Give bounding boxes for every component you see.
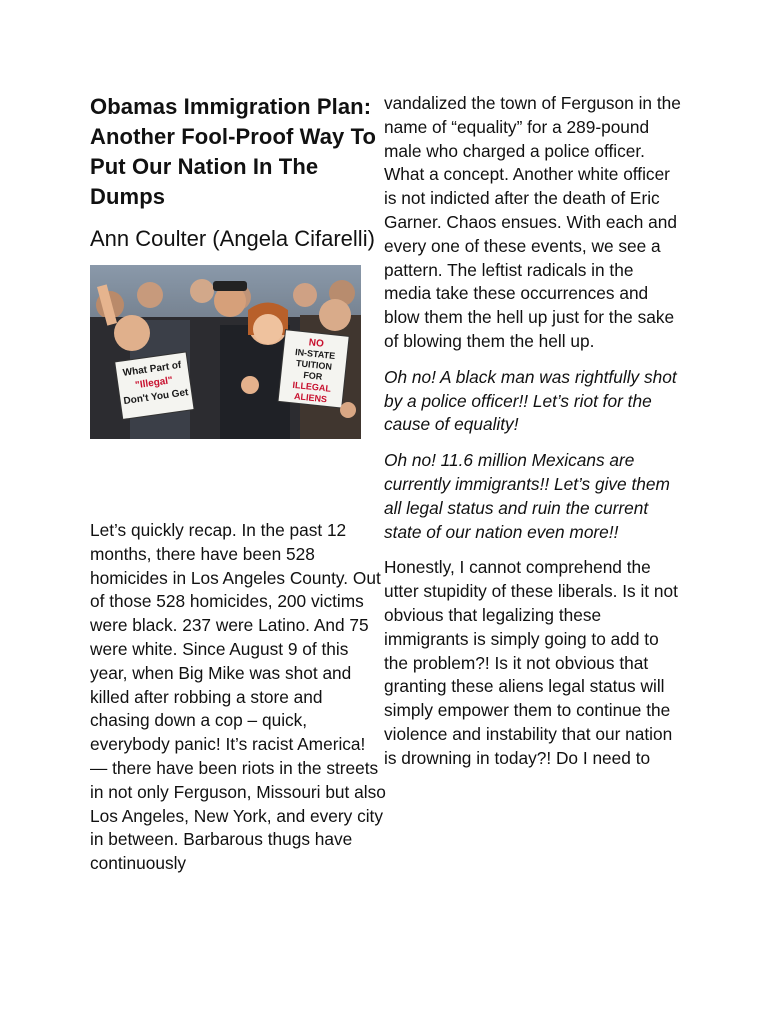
right-sign-line-1: NO — [308, 337, 325, 350]
left-sign-line-1: What Part of — [122, 359, 183, 379]
left-column-body — [90, 519, 386, 876]
right-sign-line-4: FOR — [302, 369, 323, 382]
protest-photo — [90, 265, 361, 439]
right-paragraph-4: Honestly, I cannot comprehend the utter stupidity of these liberals. Is it not obvious that legalizing these immigrants is simply going to add to the problem?! Is it not obvious that granting these aliens legal status will simply empower them to continue the violence and instability that our nation is drowning in today?! Do I need to — [384, 557, 678, 768]
right-paragraph-3-italic: Oh no! 11.6 million Mexicans are currently immigrants!! Let’s give them all legal status and ruin the current state of our nation even more!! — [384, 450, 670, 542]
left-sign-line-2: "Illegal" — [134, 375, 174, 392]
right-sign-line-2: IN-STATE — [294, 346, 336, 362]
left-sign-line-3: Don't You Get — [122, 387, 190, 408]
right-column — [384, 92, 684, 783]
right-sign-line-6: ALIENS — [293, 391, 328, 405]
protest-photo-image — [90, 265, 361, 439]
left-column-header — [90, 92, 380, 439]
article-title: Obamas Immigration Plan: Another Fool-Proof Way To Put Our Nation In The Dumps — [90, 94, 377, 209]
left-paragraph: Let’s quickly recap. In the past 12 months, there have been 528 homicides in Los Angeles County. Out of those 528 homicides, 200 victims were black. 237 were Latino. And 75 were white. Since August 9 of this year, when Big Mike was shot and killed after robbing a store and chasing down a cop – quick, everybody panic! It’s racist America! — there have been riots in the streets in not only Ferguson, Missouri but also Los Angeles, New York, and every city in between. Barbarous thugs have continuously — [90, 520, 386, 874]
author-byline: Ann Coulter (Angela Cifarelli) — [90, 226, 375, 251]
right-paragraph-1: vandalized the town of Ferguson in the name of “equality” for a 289-pound male who charged a police officer. What a concept. Another white officer is not indicted after the death of Eric Garner. Chaos ensues. With each and every one of these events, we see a pattern. The leftist radicals in the media take these occurrences and blow them the hell up just for the sake of blowing them the hell up. — [384, 93, 681, 351]
right-sign-line-5: ILLEGAL — [292, 379, 332, 394]
right-sign-line-3: TUITION — [295, 358, 333, 372]
right-paragraph-2-italic: Oh no! A black man was rightfully shot by a police officer!! Let’s riot for the cause of equality! — [384, 366, 677, 435]
